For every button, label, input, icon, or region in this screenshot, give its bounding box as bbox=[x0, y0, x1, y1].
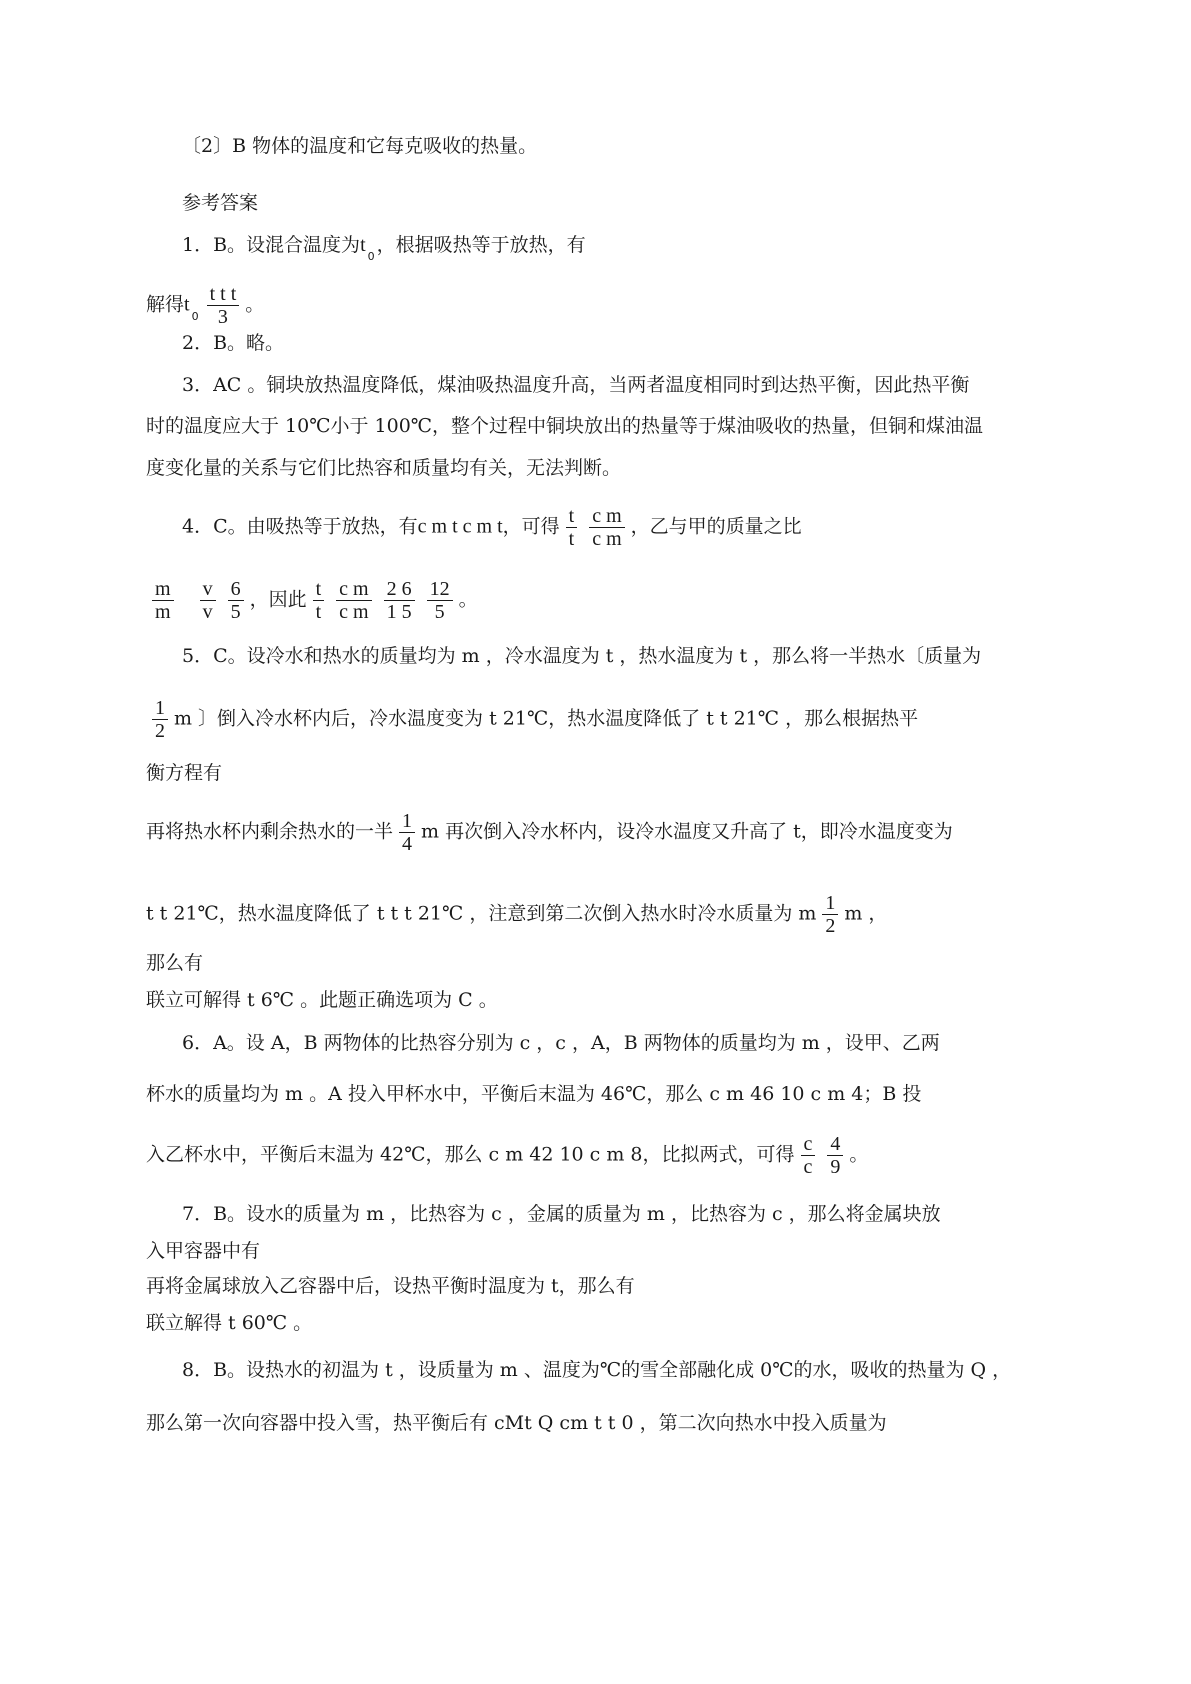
temp-ratio-fraction bbox=[566, 505, 578, 550]
fraction-denominator: 1 5 bbox=[386, 601, 412, 623]
fraction-denominator: t bbox=[315, 601, 322, 623]
answer-8-line-2: 那么第一次向容器中投入雪，热平衡后有 cMt Q cm t t 0 ，第二次向热水中投入质量为 bbox=[146, 1412, 887, 1434]
fraction-denominator: 4 bbox=[402, 833, 413, 855]
answer-6-line-3 bbox=[146, 1133, 868, 1178]
fraction-numerator: t bbox=[566, 505, 578, 528]
solution-label: 解得 bbox=[146, 293, 185, 316]
answer-7-line-3: 再将金属球放入乙容器中后，设热平衡时温度为 t，那么有 bbox=[146, 1275, 635, 1297]
answer-4-equation: c m t c m t bbox=[417, 515, 503, 538]
average-fraction bbox=[207, 283, 240, 328]
quarter-fraction bbox=[399, 810, 415, 855]
answer-3-line-2: 时的温度应大于 10℃小于 100℃，整个过程中铜块放出的热量等于煤油吸收的热量，但铜和煤油温 bbox=[146, 415, 984, 437]
answer-3-line-1: 3．AC 。铜块放热温度降低，煤油吸热温度升高，当两者温度相同时到达热平衡，因此热平衡 bbox=[182, 374, 970, 396]
answer-6-text: 入乙杯水中，平衡后末温为 42℃，那么 c m 42 10 c m 8，比拟两式，可得 bbox=[146, 1143, 795, 1166]
answer-7-line-1: 7．B。设水的质量为 m ，比热容为 c ，金属的质量为 m ，比热容为 c ，那么将金属块放 bbox=[182, 1203, 941, 1225]
solution-subscript: 0 bbox=[191, 309, 199, 323]
fraction-numerator: 1 bbox=[399, 810, 415, 833]
answer-1-subscript: 0 bbox=[367, 250, 375, 263]
fraction-denominator: c bbox=[803, 1156, 813, 1178]
volume-ratio-fraction bbox=[200, 578, 216, 623]
answer-4-therefore: ，因此 bbox=[249, 588, 307, 611]
answer-6-line-1: 6．A。设 A，B 两物体的比热容分别为 c ，c ，A，B 两物体的质量均为 m ，设甲、乙两 bbox=[182, 1032, 940, 1054]
answer-5-text-4: t t 21℃，热水温度降低了 t t t 21℃ ，注意到第二次倒入热水时冷水质量为 m bbox=[146, 902, 817, 925]
fraction-numerator: c m bbox=[336, 578, 371, 601]
result-fraction bbox=[427, 578, 453, 623]
answer-1-solution bbox=[146, 283, 264, 328]
fraction-denominator: 2 bbox=[825, 915, 836, 937]
fraction-numerator: t bbox=[313, 578, 325, 601]
temp-ratio-fraction-2 bbox=[313, 578, 325, 623]
answer-5-line-2 bbox=[146, 697, 918, 742]
solution-var: t bbox=[184, 293, 190, 316]
mass-ratio-fraction bbox=[152, 578, 174, 623]
answer-1-line bbox=[182, 232, 586, 261]
answer-5-line-6: 那么有 bbox=[146, 952, 204, 974]
answer-2-line: 2．B。略。 bbox=[182, 332, 285, 354]
answer-5-text: m 〕倒入冷水杯内后，冷水温度变为 t 21℃，热水温度降低了 t t 21℃ ，那么根据热平 bbox=[174, 707, 919, 730]
fraction-numerator: 6 bbox=[228, 578, 244, 601]
answer-5-text-3: m 再次倒入冷水杯内，设冷水温度又升高了 t，即冷水温度变为 bbox=[421, 820, 953, 843]
numeric-fraction bbox=[384, 578, 415, 623]
answer-5-line-4 bbox=[146, 810, 953, 855]
half-fraction-2 bbox=[822, 892, 838, 937]
question-part-2: 〔2〕B 物体的温度和它每克吸收的热量。 bbox=[182, 135, 538, 157]
answer-1-var: t bbox=[360, 234, 366, 256]
answer-5-line-5 bbox=[146, 892, 887, 937]
fraction-numerator: 1 bbox=[152, 697, 168, 720]
fraction-denominator: 2 bbox=[155, 720, 165, 742]
solution-end: 。 bbox=[245, 293, 265, 316]
answer-4-text-mid: ，可得 bbox=[502, 515, 560, 538]
four-ninths-fraction bbox=[827, 1133, 843, 1178]
answer-heading: 参考答案 bbox=[182, 192, 259, 214]
answer-1-text: 1．B。设混合温度为 bbox=[182, 234, 361, 256]
answer-5-line-7: 联立可解得 t 6℃ 。此题正确选项为 C 。 bbox=[146, 989, 498, 1011]
fraction-denominator: m bbox=[155, 601, 171, 623]
fraction-numerator: t t t bbox=[207, 283, 240, 306]
fraction-denominator: c m bbox=[592, 528, 622, 550]
fraction-numerator: c m bbox=[589, 505, 624, 528]
fraction-denominator: 5 bbox=[434, 601, 445, 623]
answer-4-text: 4．C。由吸热等于放热，有 bbox=[182, 515, 418, 538]
half-fraction bbox=[152, 697, 168, 742]
answer-6-end: 。 bbox=[849, 1143, 869, 1166]
fraction-numerator: 4 bbox=[827, 1133, 843, 1156]
heat-ratio-fraction-2 bbox=[336, 578, 371, 623]
six-fifths-fraction bbox=[228, 578, 244, 623]
answer-4-line-1 bbox=[182, 505, 802, 550]
fraction-numerator: 1 bbox=[822, 892, 838, 915]
answer-7-line-2: 入甲容器中有 bbox=[146, 1240, 261, 1262]
heat-ratio-fraction bbox=[589, 505, 624, 550]
fraction-numerator: c bbox=[801, 1133, 816, 1156]
answer-5-text-5: m ， bbox=[844, 902, 888, 925]
answer-8-line-1: 8．B。设热水的初温为 t ，设质量为 m 、温度为℃的雪全部融化成 0℃的水，吸收的热量为 Q ， bbox=[182, 1359, 1012, 1381]
fraction-denominator: 3 bbox=[217, 306, 228, 328]
fraction-denominator: v bbox=[202, 601, 213, 623]
fraction-denominator: 5 bbox=[230, 601, 241, 623]
answer-6-line-2: 杯水的质量均为 m 。A 投入甲杯水中，平衡后末温为 46℃，那么 c m 46 10 c m 4；B 投 bbox=[146, 1083, 922, 1105]
answer-4-end: 。 bbox=[458, 588, 478, 611]
answer-4-text-end: ，乙与甲的质量之比 bbox=[630, 515, 802, 538]
fraction-numerator: v bbox=[200, 578, 216, 601]
answer-5-line-3: 衡方程有 bbox=[146, 762, 223, 784]
fraction-denominator: t bbox=[568, 528, 575, 550]
answer-7-line-4: 联立解得 t 60℃ 。 bbox=[146, 1312, 313, 1334]
answer-5-text-2: 再将热水杯内剩余热水的一半 bbox=[146, 820, 394, 843]
fraction-numerator: 12 bbox=[427, 578, 453, 601]
answer-5-line-1: 5．C。设冷水和热水的质量均为 m ，冷水温度为 t ，热水温度为 t ，那么将一半热水〔质量为 bbox=[182, 645, 982, 667]
specific-heat-ratio bbox=[801, 1133, 816, 1178]
answer-1-text-end: ，根据吸热等于放热，有 bbox=[376, 234, 586, 256]
fraction-denominator: c m bbox=[339, 601, 369, 623]
fraction-denominator: 9 bbox=[830, 1156, 841, 1178]
answer-3-line-3: 度变化量的关系与它们比热容和质量均有关，无法判断。 bbox=[146, 457, 622, 479]
answer-4-line-2 bbox=[146, 578, 478, 623]
fraction-numerator: 2 6 bbox=[384, 578, 415, 601]
fraction-numerator: m bbox=[152, 578, 174, 601]
